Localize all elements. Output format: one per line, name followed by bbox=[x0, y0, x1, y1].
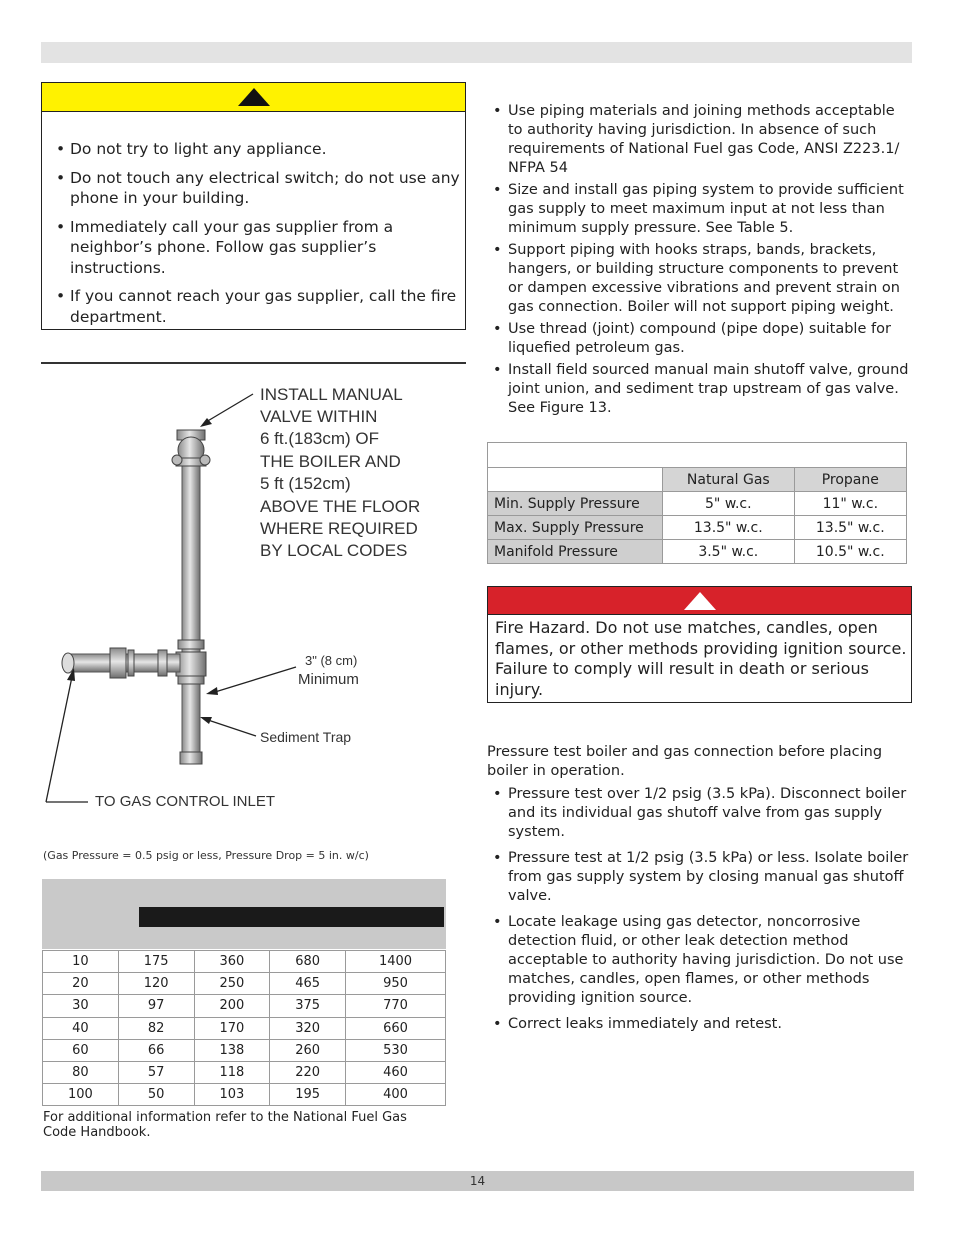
table-cell: 260 bbox=[270, 1039, 346, 1061]
danger-header bbox=[488, 587, 911, 615]
header-propane: Propane bbox=[794, 468, 906, 492]
pressure-test-list bbox=[493, 785, 911, 1034]
piping-item: • Use thread (joint) compound (pipe dope) suitable for liquefied petroleum gas. bbox=[493, 320, 911, 358]
table-cell: 375 bbox=[270, 995, 346, 1017]
danger-text: Fire Hazard. Do not use matches, candles, open flames, or other methods providing ignition source. Failure to comply will result in death or serious injury. bbox=[495, 618, 907, 699]
table-cell: 170 bbox=[194, 1017, 270, 1039]
pressure-table bbox=[487, 467, 907, 564]
table-cell: 680 bbox=[270, 951, 346, 973]
table-cell: 5" w.c. bbox=[663, 492, 795, 516]
warning-header bbox=[42, 83, 465, 112]
table-cell: 30 bbox=[43, 995, 119, 1017]
warning-item: • Do not try to light any appliance. bbox=[56, 139, 460, 160]
table-cell: 20 bbox=[43, 973, 119, 995]
table-cell: 195 bbox=[270, 1084, 346, 1106]
table-cell: 3.5" w.c. bbox=[663, 540, 795, 564]
pressure-test-item: • Pressure test at 1/2 psig (3.5 kPa) or less. Isolate boiler from gas supply system by closing manual gas shutoff valve. bbox=[493, 849, 911, 906]
table-cell: 66 bbox=[118, 1039, 194, 1061]
table-cell: 80 bbox=[43, 1061, 119, 1083]
table-row bbox=[43, 951, 446, 973]
table-cell: 400 bbox=[346, 1084, 446, 1106]
header-natural-gas: Natural Gas bbox=[663, 468, 795, 492]
table-cell: 660 bbox=[346, 1017, 446, 1039]
piping-item: • Support piping with hooks straps, bands, brackets, hangers, or building structure components to prevent or dampen excessive vibrations and prevent strain on gas connection. Boiler will not support piping weight. bbox=[493, 241, 911, 317]
warning-item: • Do not touch any electrical switch; do not use any phone in your building. bbox=[56, 168, 460, 209]
header-bar bbox=[41, 42, 912, 63]
table-cell bbox=[488, 468, 663, 492]
table-cell: 82 bbox=[118, 1017, 194, 1039]
table-row bbox=[43, 1061, 446, 1083]
callout-valve-line: BY LOCAL CODES bbox=[260, 541, 408, 560]
table-row bbox=[43, 1039, 446, 1061]
table-cell: 250 bbox=[194, 973, 270, 995]
pressure-test-item: • Correct leaks immediately and retest. bbox=[493, 1015, 911, 1034]
table-cell: 530 bbox=[346, 1039, 446, 1061]
callout-valve-line: 6 ft.(183cm) OF bbox=[260, 429, 380, 448]
gas-inlet-label: TO GAS CONTROL INLET bbox=[95, 793, 276, 810]
capacity-footer: For additional information refer to the National Fuel Gas Code Handbook. bbox=[43, 1110, 407, 1140]
table-cell: 360 bbox=[194, 951, 270, 973]
piping-item: • Install field sourced manual main shutoff valve, ground joint union, and sediment trap upstream of gas valve. See Figure 13. bbox=[493, 361, 911, 418]
table-cell: 138 bbox=[194, 1039, 270, 1061]
table-cell: 460 bbox=[346, 1061, 446, 1083]
table-cell: 220 bbox=[270, 1061, 346, 1083]
table-cell: 57 bbox=[118, 1061, 194, 1083]
warning-item: • Immediately call your gas supplier from a neighbor’s phone. Follow gas supplier’s instructions. bbox=[56, 217, 460, 279]
table-cell: 950 bbox=[346, 973, 446, 995]
row-label: Manifold Pressure bbox=[488, 540, 663, 564]
table-cell: 1400 bbox=[346, 951, 446, 973]
row-label: Min. Supply Pressure bbox=[488, 492, 663, 516]
table-cell: 175 bbox=[118, 951, 194, 973]
sediment-trap-label: Sediment Trap bbox=[260, 729, 352, 745]
table-cell: 60 bbox=[43, 1039, 119, 1061]
gas-piping-figure bbox=[40, 372, 440, 822]
table-row bbox=[43, 995, 446, 1017]
pressure-table-title bbox=[487, 442, 907, 467]
minimum-label: Minimum bbox=[298, 671, 359, 688]
table-header-row bbox=[488, 468, 907, 492]
callout-valve-line: VALVE WITHIN bbox=[260, 407, 378, 426]
danger-box bbox=[487, 586, 912, 703]
callout-valve-line: 5 ft (152cm) bbox=[260, 474, 351, 493]
table-cell: 40 bbox=[43, 1017, 119, 1039]
warning-triangle-icon bbox=[237, 87, 271, 107]
table-row bbox=[488, 540, 907, 564]
capacity-table bbox=[42, 950, 446, 1106]
warning-item: • If you cannot reach your gas supplier, call the fire department. bbox=[56, 286, 460, 327]
table-row bbox=[43, 1084, 446, 1106]
warning-list bbox=[56, 139, 460, 335]
capacity-note: (Gas Pressure = 0.5 psig or less, Pressure Drop = 5 in. w/c) bbox=[43, 849, 369, 862]
piping-list bbox=[493, 102, 911, 418]
table-cell: 100 bbox=[43, 1084, 119, 1106]
table-cell: 97 bbox=[118, 995, 194, 1017]
table-cell: 200 bbox=[194, 995, 270, 1017]
row-label: Max. Supply Pressure bbox=[488, 516, 663, 540]
table-cell: 770 bbox=[346, 995, 446, 1017]
pressure-test-intro: Pressure test boiler and gas connection before placing boiler in operation. bbox=[487, 744, 883, 779]
table-row bbox=[43, 973, 446, 995]
callout-valve-line: WHERE REQUIRED bbox=[260, 519, 418, 538]
table-cell: 11" w.c. bbox=[794, 492, 906, 516]
callout-valve-line: THE BOILER AND bbox=[260, 452, 401, 471]
capacity-table-header-bar bbox=[139, 907, 444, 927]
table-cell: 118 bbox=[194, 1061, 270, 1083]
table-cell: 10.5" w.c. bbox=[794, 540, 906, 564]
table-row bbox=[488, 516, 907, 540]
pressure-test-item: • Locate leakage using gas detector, noncorrosive detection fluid, or other leak detection method acceptable to authority having jurisdiction. Do not use matches, candles, open flames, or other methods providing ignition source. bbox=[493, 913, 911, 1008]
table-cell: 320 bbox=[270, 1017, 346, 1039]
callout-valve-line: ABOVE THE FLOOR bbox=[260, 497, 421, 516]
page-number: 14 bbox=[469, 1174, 486, 1188]
section-rule bbox=[41, 362, 466, 364]
pressure-test-item: • Pressure test over 1/2 psig (3.5 kPa). Disconnect boiler and its individual gas shutoff valve from gas supply system. bbox=[493, 785, 911, 842]
table-cell: 120 bbox=[118, 973, 194, 995]
table-cell: 13.5" w.c. bbox=[794, 516, 906, 540]
table-row bbox=[488, 492, 907, 516]
dimension-label: 3" (8 cm) bbox=[305, 653, 358, 668]
callout-valve-line: INSTALL MANUAL bbox=[260, 385, 403, 404]
table-cell: 103 bbox=[194, 1084, 270, 1106]
danger-triangle-icon bbox=[683, 591, 717, 611]
table-cell: 50 bbox=[118, 1084, 194, 1106]
piping-item: • Use piping materials and joining methods acceptable to authority having jurisdiction. In absence of such requirements of National Fuel gas Code, ANSI Z223.1/ NFPA 54 bbox=[493, 102, 911, 178]
table-cell: 10 bbox=[43, 951, 119, 973]
piping-item: • Size and install gas piping system to provide sufficient gas supply to meet maximum input at not less than minimum supply pressure. See Table 5. bbox=[493, 181, 911, 238]
table-cell: 13.5" w.c. bbox=[663, 516, 795, 540]
footer-bar bbox=[41, 1171, 914, 1191]
warning-box bbox=[41, 82, 466, 330]
table-cell: 465 bbox=[270, 973, 346, 995]
table-row bbox=[43, 1017, 446, 1039]
